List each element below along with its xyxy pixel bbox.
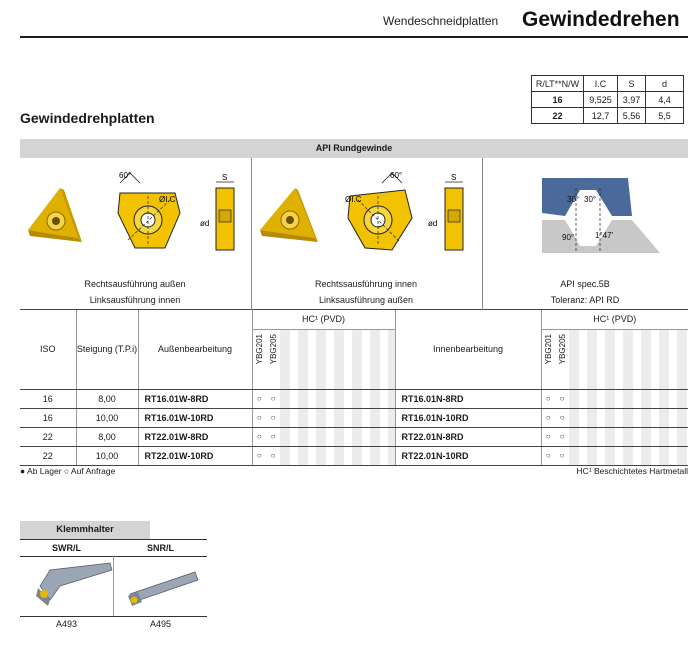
dim-cell: 3,97 (618, 92, 646, 108)
holder-code: A493 (55, 619, 78, 629)
hatch-area (569, 329, 688, 389)
dim-cell: 4,4 (646, 92, 684, 108)
holder-rule (20, 539, 207, 540)
table-row (20, 427, 688, 446)
mark-cell: ○ (541, 427, 555, 446)
dim-header: d (646, 76, 684, 92)
iso-cell: 16 (20, 389, 76, 408)
mark-cell: ○ (541, 408, 555, 427)
aussen-code: RT22.01W-10RD (138, 446, 252, 465)
mark-cell: ○ (252, 427, 266, 446)
mark-cell: ○ (252, 446, 266, 465)
hc-right: HC¹ (PVD) (541, 310, 688, 329)
insert-drawing-left (118, 171, 234, 250)
dim-cell: 16 (532, 92, 584, 108)
mark-cell: ○ (555, 427, 569, 446)
grade-ybg205: YBG205 (268, 333, 278, 364)
dimension-table (531, 75, 684, 124)
mark-cell: ○ (541, 389, 555, 408)
thread-profile-right (542, 178, 660, 253)
svg-text:30°: 30° (584, 195, 597, 204)
caption-mid-2: Linksausführung außen (318, 295, 414, 305)
dim-cell: 5,56 (618, 108, 646, 124)
innen-code: RT22.01N-10RD (395, 446, 541, 465)
dim-header: R/LT**N/W (532, 76, 584, 92)
svg-text:ØI.C: ØI.C (345, 195, 362, 204)
innen-code: RT22.01N-8RD (395, 427, 541, 446)
holder-name: SWR/L (52, 543, 81, 553)
dim-header: I.C (584, 76, 618, 92)
holder-code: A495 (149, 619, 172, 629)
steigung-cell: 8,00 (76, 427, 138, 446)
col-steigung: Steigung (T.P.i) (76, 310, 138, 389)
hatch-cell (280, 427, 395, 446)
hatch-cell (569, 389, 688, 408)
table-row (20, 389, 688, 408)
mark-cell: ○ (252, 389, 266, 408)
mark-cell: ○ (555, 408, 569, 427)
mark-cell: ○ (252, 408, 266, 427)
holder-title: Klemmhalter (20, 521, 150, 539)
section-title: Gewindedrehplatten (20, 110, 155, 126)
hatch-area (280, 329, 395, 389)
col-innen: Innenbearbeitung (395, 310, 541, 389)
svg-text:1°47': 1°47' (595, 231, 614, 240)
hatch-cell (280, 446, 395, 465)
aussen-code: RT16.01W-10RD (138, 408, 252, 427)
caption-left-1: Rechtsausführung außen (84, 279, 186, 289)
mark-cell: ○ (555, 389, 569, 408)
svg-text:90°: 90° (562, 233, 575, 242)
ic-label-left: ØI.C (159, 195, 176, 204)
innen-code: RT16.01N-8RD (395, 389, 541, 408)
col-iso: ISO (20, 310, 76, 389)
mark-cell: ○ (266, 389, 280, 408)
hatch-cell (569, 427, 688, 446)
hc-left: HC¹ (PVD) (252, 310, 395, 329)
hatch-cell (280, 408, 395, 427)
steigung-cell: 10,00 (76, 446, 138, 465)
insert-photo-left (28, 188, 82, 242)
table-row (20, 446, 688, 465)
angle-60-left: 60° (119, 171, 132, 180)
holder-image-swr (36, 563, 112, 606)
steigung-cell: 10,00 (76, 408, 138, 427)
grade-ybg201: YBG201 (254, 333, 264, 364)
caption-left-2: Linksausführung innen (89, 295, 181, 305)
dim-cell: 5,5 (646, 108, 684, 124)
dim-header: S (618, 76, 646, 92)
drawing-panel (20, 158, 688, 310)
holder-image-snr (128, 572, 198, 606)
dim-cell: 12,7 (584, 108, 618, 124)
mark-cell: ○ (266, 408, 280, 427)
hatch-cell (569, 408, 688, 427)
mark-cell: ○ (266, 446, 280, 465)
coating-note: HC¹ Beschichtetes Hartmetall (576, 466, 688, 476)
caption-mid-1: Rechtssausführung innen (314, 279, 418, 289)
dim-cell: 22 (532, 108, 584, 124)
header-subtitle: Wendeschneidplatten (383, 14, 499, 28)
product-table (20, 310, 688, 466)
steigung-cell: 8,00 (76, 389, 138, 408)
svg-text:ød: ød (200, 219, 210, 228)
holder-name: SNR/L (147, 543, 174, 553)
holder-images (20, 558, 207, 616)
iso-cell: 22 (20, 446, 76, 465)
aussen-code: RT22.01W-8RD (138, 427, 252, 446)
hatch-cell (280, 389, 395, 408)
caption-right-2: Toleranz: API RD (550, 295, 620, 305)
col-aussen: Außenbearbeitung (138, 310, 252, 389)
dim-cell: 9,525 (584, 92, 618, 108)
hatch-cell (569, 446, 688, 465)
header-rule (20, 36, 688, 38)
innen-code: RT16.01N-10RD (395, 408, 541, 427)
table-row (20, 408, 688, 427)
mark-cell: ○ (555, 446, 569, 465)
mark-cell: ○ (266, 427, 280, 446)
insert-photo-mid (260, 188, 318, 242)
grade-ybg201: YBG201 (543, 333, 553, 364)
svg-text:60°: 60° (390, 171, 403, 180)
caption-right-1: API spec.5B (560, 279, 610, 289)
svg-text:S: S (451, 173, 457, 182)
iso-cell: 16 (20, 408, 76, 427)
svg-text:30°: 30° (567, 195, 580, 204)
header-title: Gewindedrehen (522, 8, 680, 31)
iso-cell: 22 (20, 427, 76, 446)
legend: ● Ab Lager ○ Auf Anfrage (20, 466, 116, 476)
insert-drawing-mid (345, 171, 463, 250)
band-title: API Rundgewinde (20, 139, 688, 158)
mark-cell: ○ (541, 446, 555, 465)
svg-text:ød: ød (428, 219, 438, 228)
aussen-code: RT16.01W-8RD (138, 389, 252, 408)
svg-text:S: S (222, 173, 228, 182)
grade-ybg205: YBG205 (557, 333, 567, 364)
holder-rule (20, 616, 207, 617)
